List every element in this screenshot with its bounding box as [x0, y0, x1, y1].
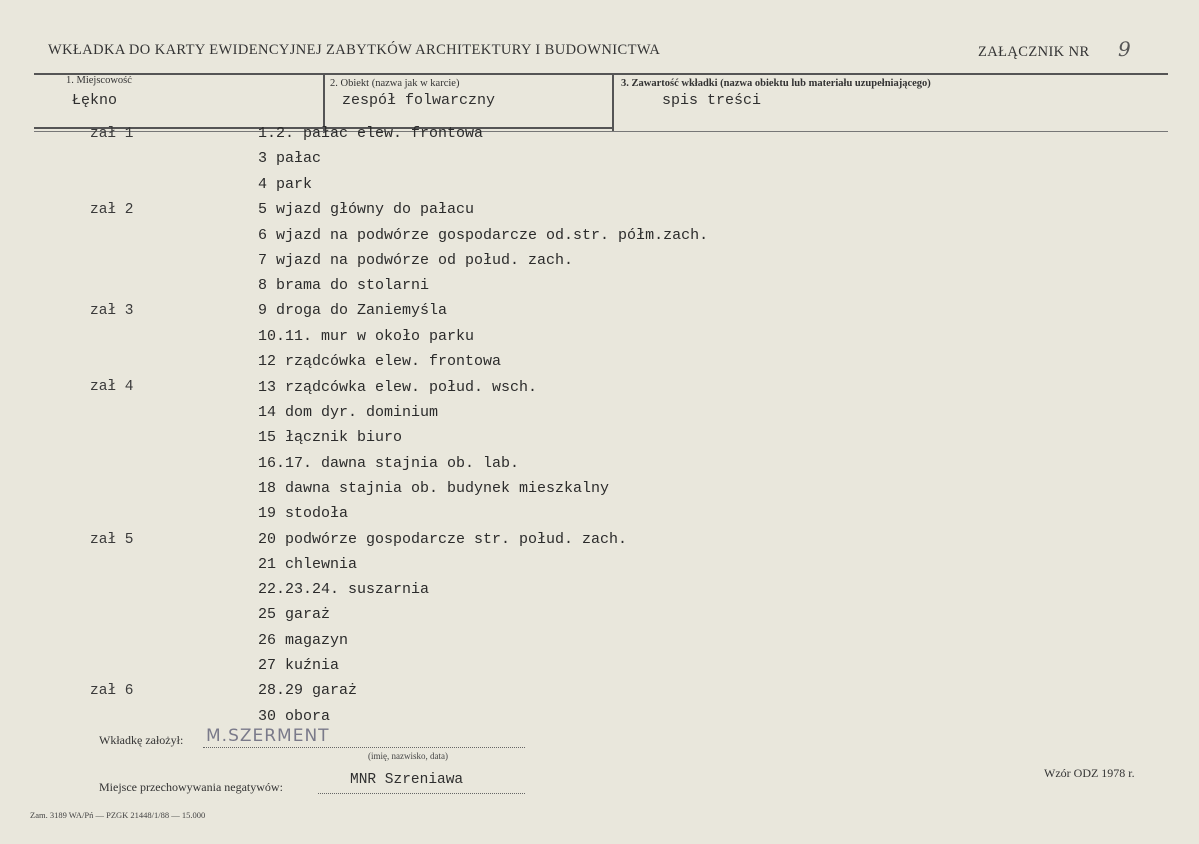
- list-item: 13 rządcówka elew. połud. wsch.: [258, 379, 538, 396]
- list-item: 4 park: [258, 176, 313, 193]
- annex-label: ZAŁĄCZNIK NR: [978, 44, 1090, 60]
- founder-hint: (imię, nazwisko, data): [368, 751, 448, 761]
- list-item: 1.2. pałac elew. frontowa: [258, 125, 484, 142]
- locality-label: 1. Miejscowość: [66, 75, 132, 86]
- list-item: 16.17. dawna stajnia ob. lab.: [258, 455, 520, 472]
- list-item: 14 dom dyr. dominium: [258, 404, 439, 421]
- list-item: 19 stodoła: [258, 505, 349, 522]
- object-label: 2. Obiekt (nazwa jak w karcie): [330, 78, 460, 89]
- list-item: 30 obora: [258, 708, 331, 725]
- annex-number: 9: [1118, 37, 1131, 61]
- group-label: zał 1: [90, 126, 134, 142]
- list-item: 7 wjazd na podwórze od połud. zach.: [258, 252, 574, 269]
- storage-line: [318, 793, 525, 794]
- field-bottom-rule: [34, 131, 1168, 132]
- object-value: zespół folwarczny: [342, 92, 496, 109]
- list-item: 20 podwórze gospodarcze str. połud. zach.: [258, 531, 628, 548]
- group-label: zał 6: [90, 683, 134, 699]
- content-value: spis treści: [662, 92, 762, 109]
- list-item: 21 chlewnia: [258, 556, 358, 573]
- group-label: zał 3: [90, 303, 134, 319]
- print-info: Zam. 3189 WA/Pń — PZGK 21448/1/88 — 15.000: [30, 810, 206, 820]
- list-item: 10.11. mur w około parku: [258, 328, 475, 345]
- list-item: 3 pałac: [258, 150, 322, 167]
- list-item: 27 kuźnia: [258, 657, 340, 674]
- storage-label: Miejsce przechowywania negatywów:: [99, 780, 283, 794]
- document-title: WKŁADKA DO KARTY EWIDENCYJNEJ ZABYTKÓW ARCHITEKTURY I BUDOWNICTWA: [48, 42, 661, 58]
- group-label: zał 5: [90, 532, 134, 548]
- founder-signature: M.SZERMENT: [206, 726, 330, 746]
- field-divider-2: [612, 73, 614, 131]
- list-item: 28.29 garaż: [258, 682, 358, 699]
- group-label: zał 2: [90, 202, 134, 218]
- list-item: 15 łącznik biuro: [258, 429, 403, 446]
- list-item: 22.23.24. suszarnia: [258, 581, 430, 598]
- form-model: Wzór ODZ 1978 r.: [1044, 766, 1135, 780]
- locality-value: Łękno: [72, 92, 118, 109]
- storage-value: MNR Szreniawa: [350, 772, 464, 788]
- field-divider-1: [323, 73, 325, 131]
- group-label: zał 4: [90, 379, 134, 395]
- top-rule: [34, 73, 1168, 75]
- founder-line: [203, 747, 525, 748]
- founder-label: Wkładkę założył:: [99, 733, 184, 747]
- list-item: 18 dawna stajnia ob. budynek mieszkalny: [258, 480, 610, 497]
- list-item: 8 brama do stolarni: [258, 277, 430, 294]
- list-item: 6 wjazd na podwórze gospodarcze od.str. półm.zach.: [258, 227, 709, 244]
- list-item: 9 droga do Zaniemyśla: [258, 302, 448, 319]
- list-item: 26 magazyn: [258, 632, 349, 649]
- content-label: 3. Zawartość wkładki (nazwa obiektu lub materiału uzupełniającego): [621, 78, 931, 89]
- list-item: 12 rządcówka elew. frontowa: [258, 353, 502, 370]
- list-item: 25 garaż: [258, 606, 331, 623]
- list-item: 5 wjazd główny do pałacu: [258, 201, 475, 218]
